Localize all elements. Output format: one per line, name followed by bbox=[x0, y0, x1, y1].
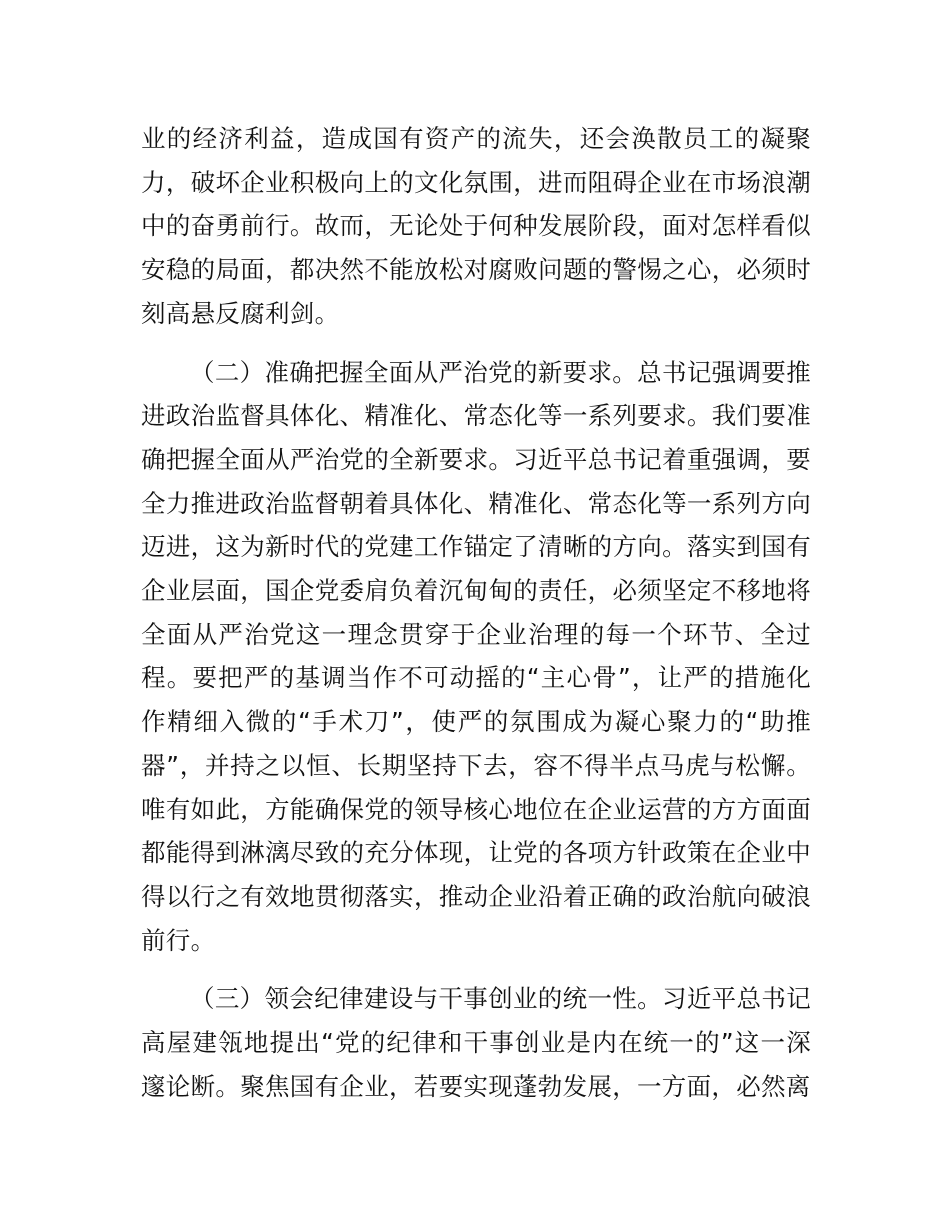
document-body bbox=[141, 117, 811, 1108]
paragraph-section-two: （二）准确把握全面从严治党的新要求。总书记强调要推进政治监督具体化、精准化、常态化等一系列要求。我们要准确把握全面从严治党的全新要求。习近平总书记着重强调，要全力推进政治监督朝着具体化、精准化、常态化等一系列方向迈进，这为新时代的党建工作锚定了清晰的方向。落实到国有企业层面，国企党委肩负着沉甸甸的责任，必须坚定不移地将全面从严治党这一理念贯穿于企业治理的每一个环节、全过程。要把严的基调当作不可动摇的“主心骨”，让严的措施化作精细入微的“手术刀”，使严的氛围成为凝心聚力的“助推器”，并持之以恒、长期坚持下去，容不得半点马虎与松懈。唯有如此，方能确保党的领导核心地位在企业运营的方方面面都能得到淋漓尽致的充分体现，让党的各项方针政策在企业中得以行之有效地贯彻落实，推动企业沿着正确的政治航向破浪前行。 bbox=[141, 357, 811, 955]
paragraph-continuation: 业的经济利益，造成国有资产的流失，还会涣散员工的凝聚力，破坏企业积极向上的文化氛围，进而阻碍企业在市场浪潮中的奋勇前行。故而，无论处于何种发展阶段，面对怎样看似安稳的局面，都决然不能放松对腐败问题的警惕之心，必须时刻高悬反腐利剑。 bbox=[141, 124, 811, 328]
paragraph-section-three: （三）领会纪律建设与干事创业的统一性。习近平总书记高屋建瓴地提出“党的纪律和干事创业是内在统一的”这一深邃论断。聚焦国有企业，若要实现蓬勃发展，一方面，必然离 bbox=[141, 984, 811, 1101]
